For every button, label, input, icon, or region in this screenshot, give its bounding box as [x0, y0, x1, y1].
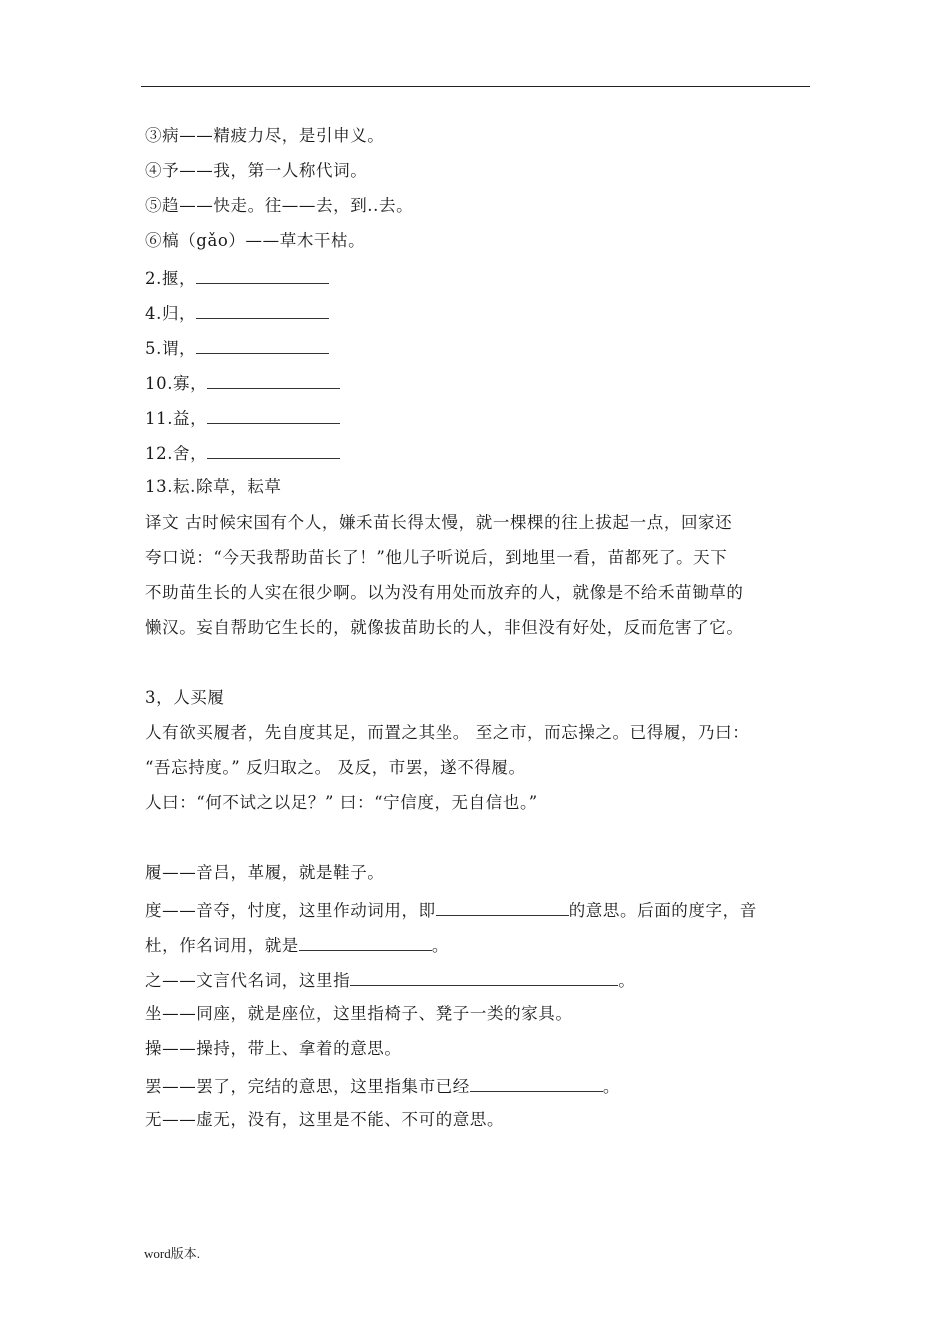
fill-item-label: 10.寡，: [145, 374, 208, 393]
answer-blank[interactable]: [350, 968, 618, 986]
story-line: 人曰：“何不试之以足？” 曰：“宁信度，无自信也。”: [145, 793, 538, 812]
glossary-line: 履——音吕，革履，就是鞋子。: [145, 863, 385, 882]
answer-blank[interactable]: [196, 266, 329, 284]
fill-item-label: 12.舍，: [145, 444, 208, 463]
glossary-line: 无——虚无，没有，这里是不能、不可的意思。: [145, 1110, 505, 1129]
answer-blank[interactable]: [470, 1074, 603, 1092]
story-line: 人有欲买履者，先自度其足，而置之其坐。 至之市，而忘操之。已得履，乃曰：: [145, 723, 750, 742]
section-title: 3，人买履: [145, 688, 225, 707]
answer-blank[interactable]: [207, 406, 340, 424]
translation-line: 译文 古时候宋国有个人，嫌禾苗长得太慢，就一棵棵的往上拔起一点，回家还: [145, 513, 733, 532]
answer-blank[interactable]: [207, 371, 340, 389]
glossary-line: 之——文言代名词，这里指 。: [145, 968, 635, 992]
fill-item: [145, 266, 329, 290]
note-line: ③病——精疲力尽，是引申义。: [145, 126, 385, 145]
answer-blank[interactable]: [436, 898, 569, 916]
answer-blank[interactable]: [196, 301, 329, 319]
glossary-line: 度——音夺，忖度，这里作动词用，即 的意思。后面的度字，音: [145, 898, 757, 922]
fill-item-label: 4.归，: [145, 304, 197, 323]
note-line: ④予——我，第一人称代词。: [145, 161, 368, 180]
answer-blank[interactable]: [299, 933, 432, 951]
translation-line: 不助苗生长的人实在很少啊。以为没有用处而放弃的人，就像是不给禾苗锄草的: [145, 583, 744, 602]
translation-line: 懒汉。妄自帮助它生长的，就像拔苗助长的人，非但没有好处，反而危害了它。: [145, 618, 744, 637]
translation-line: 夸口说：“今天我帮助苗长了！”他儿子听说后，到地里一看，苗都死了。天下: [145, 548, 728, 567]
fill-item: 13.耘.除草，耘草: [145, 477, 282, 496]
header-rule: [141, 86, 810, 87]
fill-item: [145, 406, 340, 430]
fill-item: [145, 441, 340, 465]
translation-label: 译文: [145, 513, 180, 532]
answer-blank[interactable]: [196, 336, 329, 354]
fill-item: [145, 371, 340, 395]
story-line: “吾忘持度。” 反归取之。 及反，市罢，遂不得履。: [145, 758, 526, 777]
fill-item-label: 11.益，: [145, 409, 208, 428]
glossary-line: 罢——罢了，完结的意思，这里指集市已经 。: [145, 1074, 620, 1098]
answer-blank[interactable]: [207, 441, 340, 459]
glossary-line: 操——操持，带上、拿着的意思。: [145, 1039, 402, 1058]
footer-text: word版本.: [144, 1246, 200, 1261]
glossary-line: 坐——同座，就是座位，这里指椅子、凳子一类的家具。: [145, 1004, 573, 1023]
fill-item: [145, 301, 329, 325]
fill-item-label: 5.谓，: [145, 339, 197, 358]
note-line: ⑥槁（gǎo）——草木干枯。: [145, 231, 366, 250]
glossary-line: 杜，作名词用，就是 。: [145, 933, 449, 957]
fill-item: [145, 336, 329, 360]
note-line: ⑤趋——快走。往——去，到..去。: [145, 196, 414, 215]
fill-item-label: 2.揠，: [145, 269, 197, 288]
